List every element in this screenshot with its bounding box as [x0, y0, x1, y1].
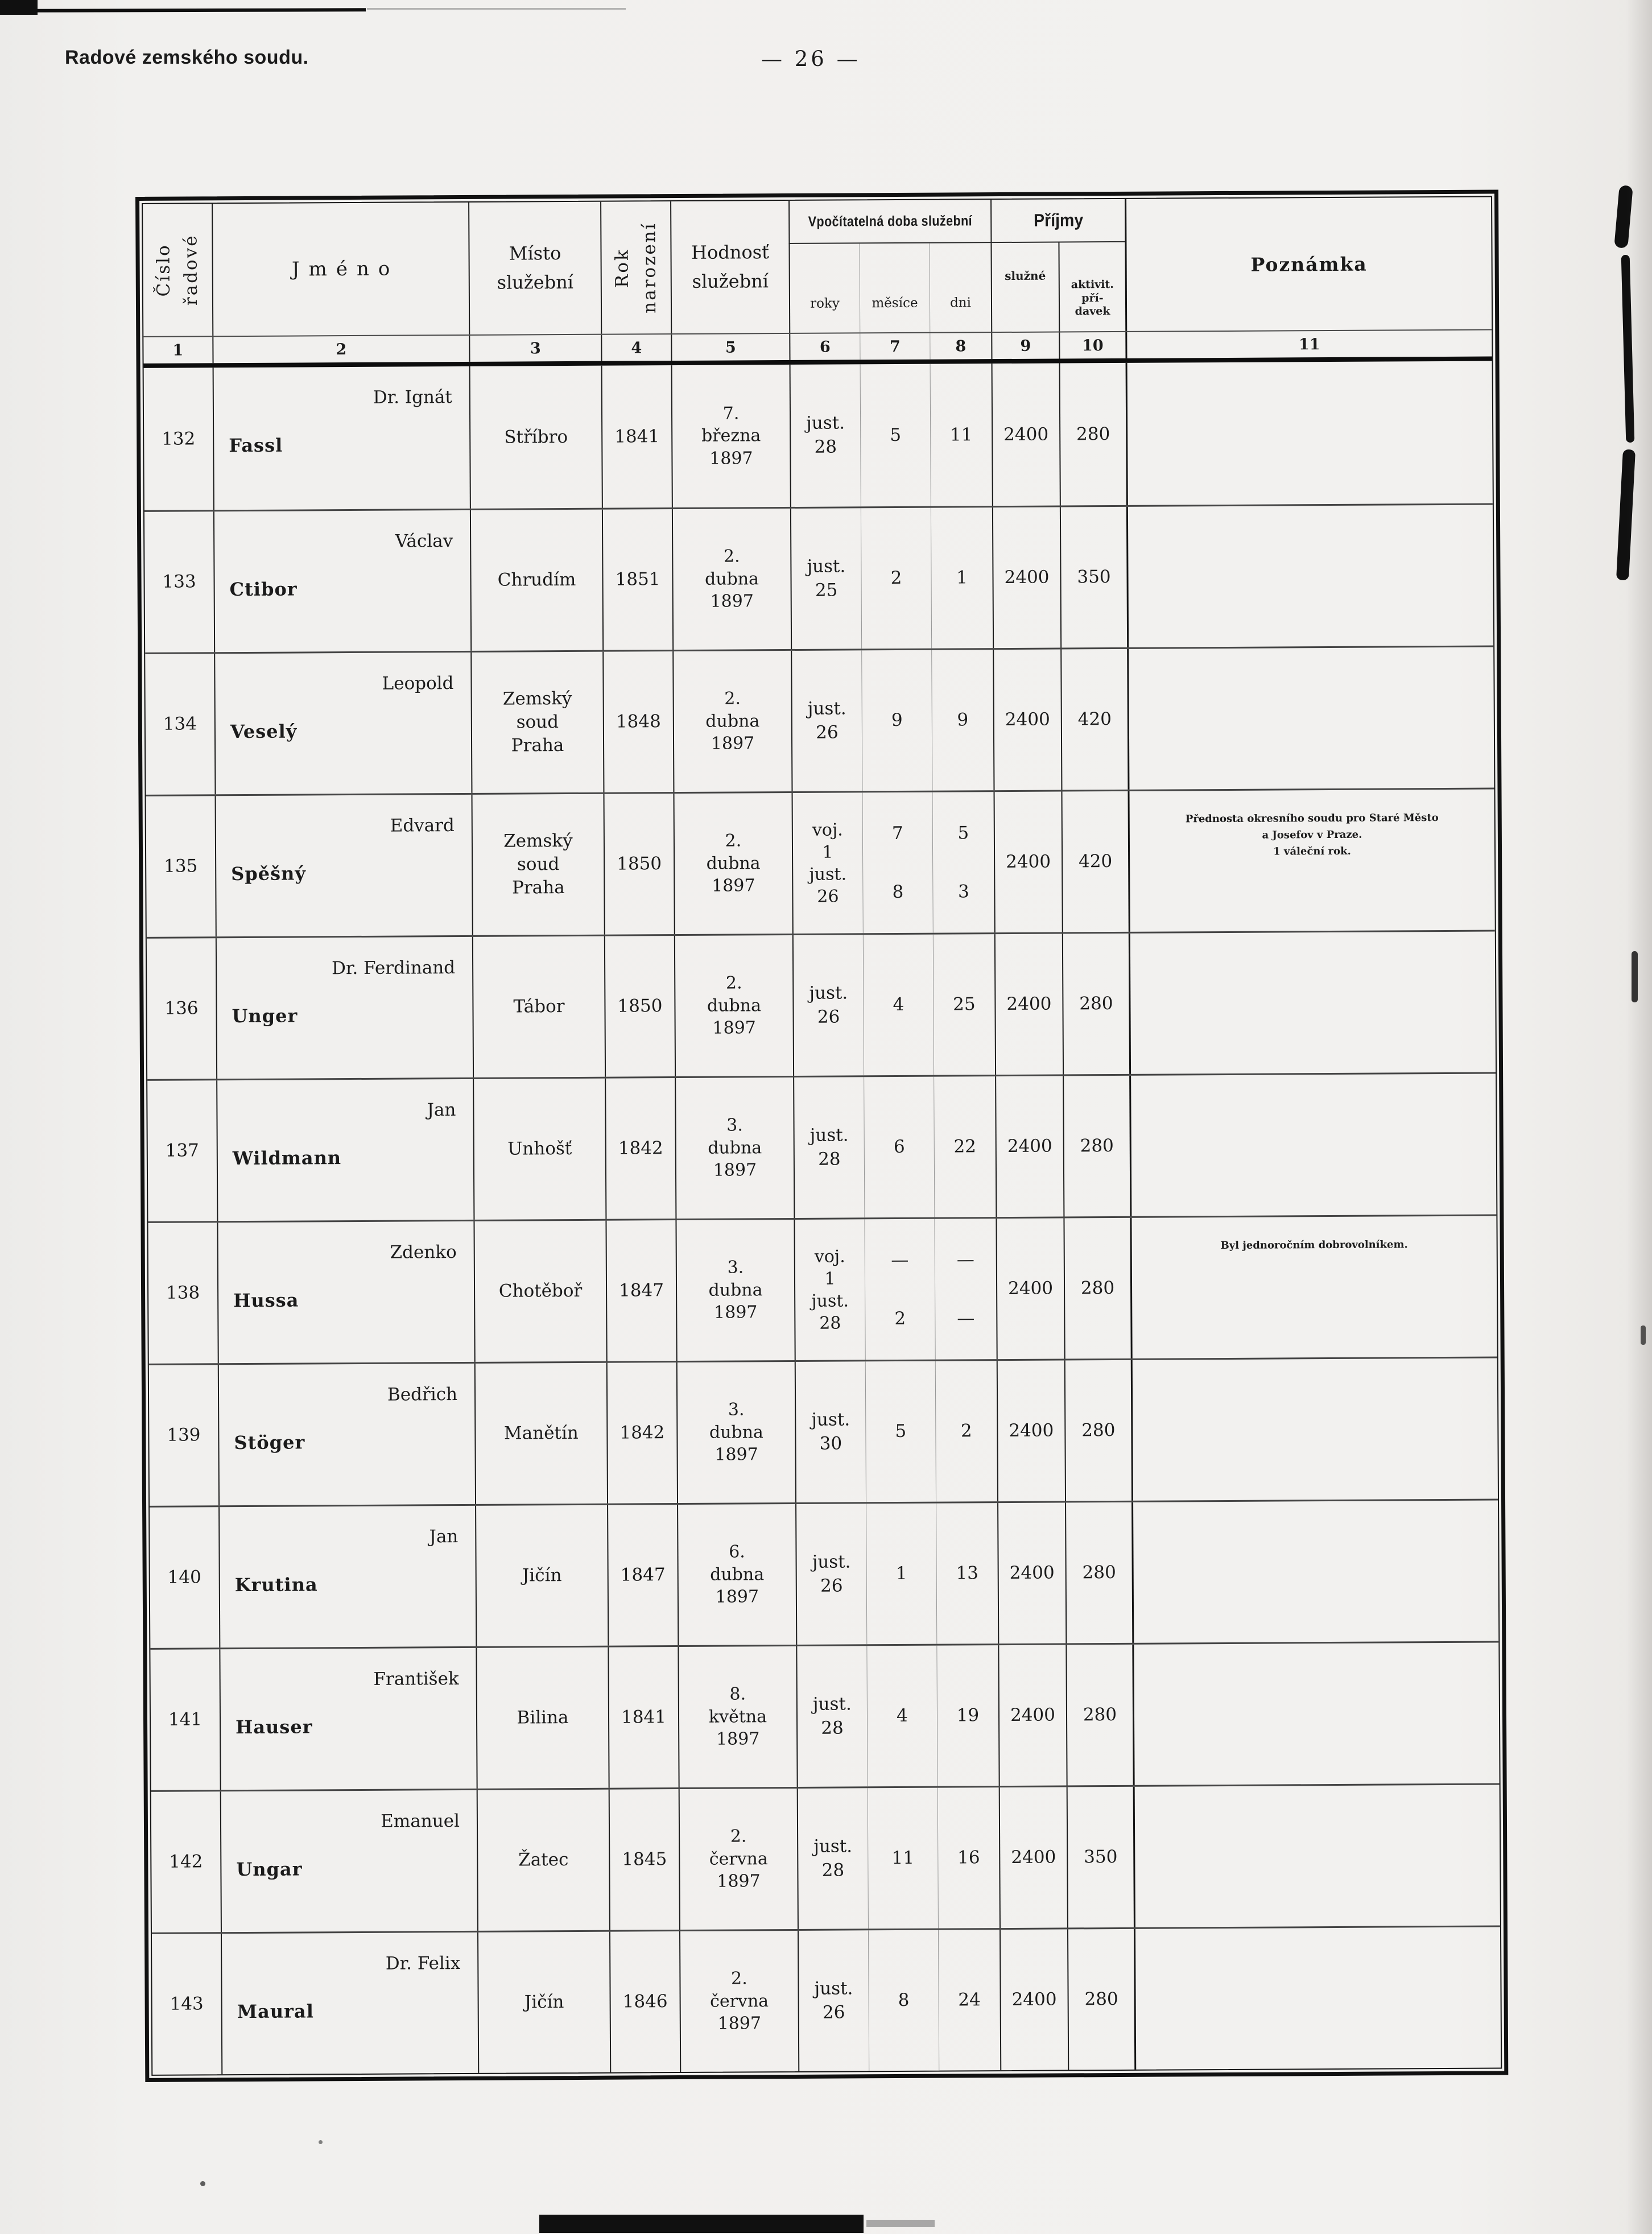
salary: 2400: [992, 364, 1060, 506]
page-edge-shadow: [1626, 0, 1652, 2234]
rank-date: 3. dubna 1897: [675, 1077, 794, 1219]
service-days: — —: [934, 1219, 996, 1360]
section-title: Radové zemského soudu.: [65, 47, 309, 68]
given-name: Emanuel: [381, 1811, 460, 1832]
given-name: Leopold: [382, 673, 454, 694]
surname: Wildmann: [232, 1147, 342, 1170]
service-days: 11: [930, 364, 992, 506]
service-years: just. 25: [790, 508, 861, 649]
name-cell: [215, 795, 472, 936]
salary: 2400: [995, 1076, 1063, 1217]
table-row: [152, 1925, 1501, 2074]
rank-date: 2. dubna 1897: [674, 793, 792, 934]
row-serial-number: 139: [167, 1424, 201, 1446]
note: [1129, 932, 1496, 1074]
activity-bonus: 280: [1063, 1076, 1130, 1217]
row-serial-number: 137: [165, 1140, 199, 1161]
service-days: 25: [933, 934, 995, 1075]
service-months: 11: [868, 1788, 938, 1929]
place-of-service: Stříbro: [469, 366, 602, 509]
service-years: just. 28: [790, 364, 861, 507]
place-of-service: Manětín: [474, 1363, 607, 1504]
service-years: just. 26: [795, 1504, 866, 1645]
column-number: 8: [930, 333, 991, 360]
table-row: [147, 1072, 1496, 1221]
note: [1127, 647, 1494, 790]
table-row: [145, 646, 1494, 795]
scan-artifact: [367, 8, 626, 10]
service-days: 22: [934, 1076, 996, 1217]
row-serial-number: 142: [169, 1851, 203, 1872]
surname: Ungar: [236, 1858, 303, 1881]
salary: 2400: [996, 1218, 1064, 1359]
service-days: 2: [935, 1361, 997, 1502]
note: Přednosta okresního soudu pro Staré Město a Josefov v Praze. 1 váleční rok.: [1128, 790, 1494, 932]
scan-artifact: [539, 2215, 864, 2233]
activity-bonus: 280: [1063, 1218, 1130, 1359]
note: [1131, 1358, 1498, 1500]
header-group-income: Příjmy: [990, 199, 1125, 243]
surname: Maural: [237, 2000, 314, 2023]
salary: 2400: [993, 649, 1061, 790]
service-months: — 2: [864, 1219, 935, 1360]
scan-artifact: [33, 8, 366, 13]
service-months: 5: [860, 364, 931, 507]
note: [1132, 1642, 1499, 1785]
salary: 2400: [994, 934, 1063, 1075]
service-days: 9: [931, 650, 993, 791]
table-row: [149, 1356, 1498, 1505]
column-number: 5: [671, 334, 789, 361]
header-months: měsíce: [859, 243, 930, 333]
row-serial-number: 132: [162, 428, 196, 449]
salary: 2400: [992, 507, 1060, 648]
table-row: [144, 503, 1493, 653]
column-number: 11: [1125, 331, 1492, 358]
header-rank: Hodnosť služební: [670, 201, 789, 333]
page-number: — 26 —: [761, 47, 861, 71]
note: [1133, 1785, 1500, 1927]
name-cell: [216, 937, 473, 1079]
scan-artifact: [319, 2140, 323, 2144]
service-months: 9: [861, 650, 932, 791]
row-serial-number: 138: [166, 1282, 200, 1303]
activity-bonus: 280: [1067, 1929, 1134, 2070]
given-name: Bedřich: [387, 1384, 458, 1405]
column-number: 3: [469, 335, 601, 362]
surname: Spěšný: [231, 862, 307, 885]
header-birth-year: Rok narození: [600, 201, 671, 334]
birth-year: 1847: [607, 1505, 678, 1646]
note: Byl jednoročním dobrovolníkem.: [1130, 1216, 1497, 1358]
rank-date: 2. dubna 1897: [672, 651, 791, 792]
surname: Krutina: [234, 1574, 318, 1596]
salary: 2400: [997, 1360, 1065, 1501]
place-of-service: Unhošť: [473, 1079, 605, 1220]
table-header: [143, 197, 1492, 336]
service-years: just. 26: [792, 935, 864, 1076]
birth-year: 1847: [605, 1220, 676, 1361]
header-salary: služné: [990, 243, 1059, 332]
row-serial-number: 143: [170, 1993, 204, 2014]
rank-date: 7. března 1897: [671, 365, 790, 507]
given-name: Dr. Ferdinand: [332, 957, 456, 979]
service-months: 1: [866, 1504, 936, 1645]
table-row: [148, 1214, 1497, 1363]
place-of-service: Jičín: [477, 1932, 610, 2073]
service-days: 5 3: [932, 792, 994, 933]
service-years: just. 28: [793, 1077, 864, 1218]
name-cell: [220, 1790, 477, 1932]
column-number: 7: [860, 333, 930, 360]
surname: Veselý: [230, 720, 298, 743]
name-cell: [218, 1506, 476, 1647]
given-name: Dr. Felix: [385, 1953, 461, 1974]
row-serial-number: 140: [167, 1567, 201, 1588]
rank-date: 8. května 1897: [678, 1646, 796, 1787]
given-name: Jan: [427, 1100, 456, 1121]
row-serial-number: 141: [168, 1709, 203, 1730]
header-years: roky: [788, 243, 860, 333]
column-number: 4: [601, 335, 671, 361]
column-number: 6: [789, 333, 860, 360]
birth-year: 1841: [608, 1647, 678, 1788]
table-row: [144, 361, 1493, 510]
row-serial-number: 133: [162, 571, 196, 592]
row-serial-number: 135: [163, 856, 198, 877]
column-number: 9: [991, 333, 1059, 360]
place-of-service: Chotěboř: [473, 1221, 606, 1362]
note: [1126, 361, 1493, 505]
place-of-service: Jičín: [475, 1505, 608, 1646]
service-years: just. 26: [791, 650, 862, 791]
column-number: 2: [212, 336, 469, 363]
place-of-service: Zemský soud Praha: [470, 652, 603, 793]
birth-year: 1842: [606, 1362, 677, 1504]
birth-year: 1848: [602, 651, 673, 792]
birth-year: 1842: [605, 1078, 675, 1219]
service-days: 1: [931, 507, 993, 649]
activity-bonus: 280: [1059, 363, 1126, 506]
service-months: 4: [866, 1646, 937, 1787]
service-days: 13: [936, 1503, 998, 1644]
service-years: just. 28: [796, 1646, 867, 1787]
given-name: Edvard: [390, 815, 455, 836]
name-cell: [218, 1364, 475, 1505]
service-months: 4: [863, 935, 934, 1076]
service-years: voj. 1 just. 28: [794, 1219, 865, 1360]
birth-year: 1845: [609, 1789, 679, 1930]
scan-artifact: [200, 2181, 205, 2186]
rank-date: 2. dubna 1897: [674, 935, 793, 1076]
service-months: 8: [868, 1930, 939, 2071]
birth-year: 1841: [601, 365, 672, 508]
rank-date: 2. dubna 1897: [672, 509, 791, 650]
note: [1126, 505, 1493, 647]
header-place-of-service: Místo služební: [468, 202, 601, 335]
personnel-table: [135, 189, 1508, 2082]
header-group-service-time: Vpočítatelná doba služební: [788, 200, 990, 244]
salary: 2400: [1000, 1929, 1068, 2070]
rank-date: 3. dubna 1897: [676, 1362, 795, 1503]
name-cell: [221, 1932, 478, 2074]
salary: 2400: [998, 1645, 1066, 1786]
rank-date: 3. dubna 1897: [675, 1220, 794, 1361]
header-note: Poznámka: [1125, 197, 1492, 331]
place-of-service: Žatec: [477, 1790, 609, 1931]
name-cell: [219, 1648, 476, 1790]
given-name: František: [373, 1669, 459, 1690]
table-row: [151, 1783, 1500, 1932]
name-cell: [213, 366, 470, 510]
note: [1131, 1500, 1498, 1642]
surname: Stöger: [234, 1431, 305, 1454]
place-of-service: Zemský soud Praha: [472, 794, 604, 935]
surname: Fassl: [229, 434, 283, 457]
header-days: dni: [929, 243, 991, 332]
birth-year: 1850: [604, 794, 674, 935]
given-name: Zdenko: [390, 1242, 457, 1263]
name-cell: [213, 510, 470, 652]
birth-year: 1851: [602, 509, 672, 650]
salary: 2400: [993, 791, 1062, 932]
service-months: 2: [861, 508, 931, 649]
header-serial-number: Číslo řadové: [153, 234, 202, 306]
rank-date: 2. června 1897: [679, 1789, 798, 1930]
activity-bonus: 280: [1064, 1360, 1131, 1501]
column-number: 10: [1059, 332, 1125, 359]
service-months: 7 8: [862, 792, 933, 934]
name-cell: [216, 1079, 473, 1221]
activity-bonus: 350: [1067, 1787, 1134, 1928]
service-years: just. 28: [797, 1788, 868, 1929]
place-of-service: Bilina: [476, 1647, 608, 1789]
note: [1129, 1074, 1496, 1216]
birth-year: 1846: [609, 1931, 680, 2072]
surname: Unger: [232, 1005, 298, 1027]
table-row: [146, 788, 1495, 937]
scan-artifact: [866, 2220, 935, 2227]
column-number: 1: [172, 341, 184, 360]
service-years: voj. 1 just. 26: [792, 792, 863, 934]
service-months: 6: [864, 1077, 934, 1218]
service-years: just. 30: [795, 1361, 866, 1502]
surname: Ctibor: [229, 578, 298, 601]
rank-date: 6. dubna 1897: [677, 1504, 796, 1645]
table-row: [150, 1641, 1499, 1790]
place-of-service: Tábor: [472, 936, 605, 1077]
activity-bonus: 280: [1062, 934, 1129, 1075]
header-name: Jméno: [212, 203, 469, 336]
surname: Hauser: [235, 1716, 313, 1739]
activity-bonus: 280: [1065, 1645, 1133, 1786]
salary: 2400: [997, 1502, 1065, 1644]
table-row: [150, 1498, 1498, 1647]
surname: Hussa: [233, 1289, 299, 1312]
name-cell: [214, 653, 471, 794]
service-days: 19: [936, 1645, 998, 1786]
activity-bonus: 280: [1065, 1502, 1132, 1644]
salary: 2400: [999, 1787, 1067, 1928]
service-days: 16: [937, 1787, 1000, 1929]
given-name: Václav: [395, 531, 453, 552]
table-row: [147, 930, 1496, 1079]
activity-bonus: 420: [1060, 649, 1128, 790]
rank-date: 2. června 1897: [679, 1931, 798, 2072]
name-cell: [217, 1221, 474, 1363]
service-years: just. 26: [798, 1930, 869, 2071]
note: [1134, 1927, 1501, 2069]
given-name: Dr. Ignát: [373, 387, 452, 408]
row-serial-number: 134: [163, 713, 197, 734]
scan-artifact: [0, 0, 38, 15]
given-name: Jan: [429, 1526, 459, 1547]
header-activity-bonus: aktivit. pří- davek: [1058, 242, 1125, 332]
table-body: [144, 361, 1501, 2075]
activity-bonus: 420: [1061, 791, 1128, 932]
birth-year: 1850: [604, 936, 675, 1077]
activity-bonus: 350: [1060, 507, 1127, 648]
service-months: 5: [865, 1361, 936, 1502]
row-serial-number: 136: [164, 998, 199, 1019]
service-days: 24: [938, 1930, 1000, 2071]
place-of-service: Chrudím: [470, 510, 602, 651]
